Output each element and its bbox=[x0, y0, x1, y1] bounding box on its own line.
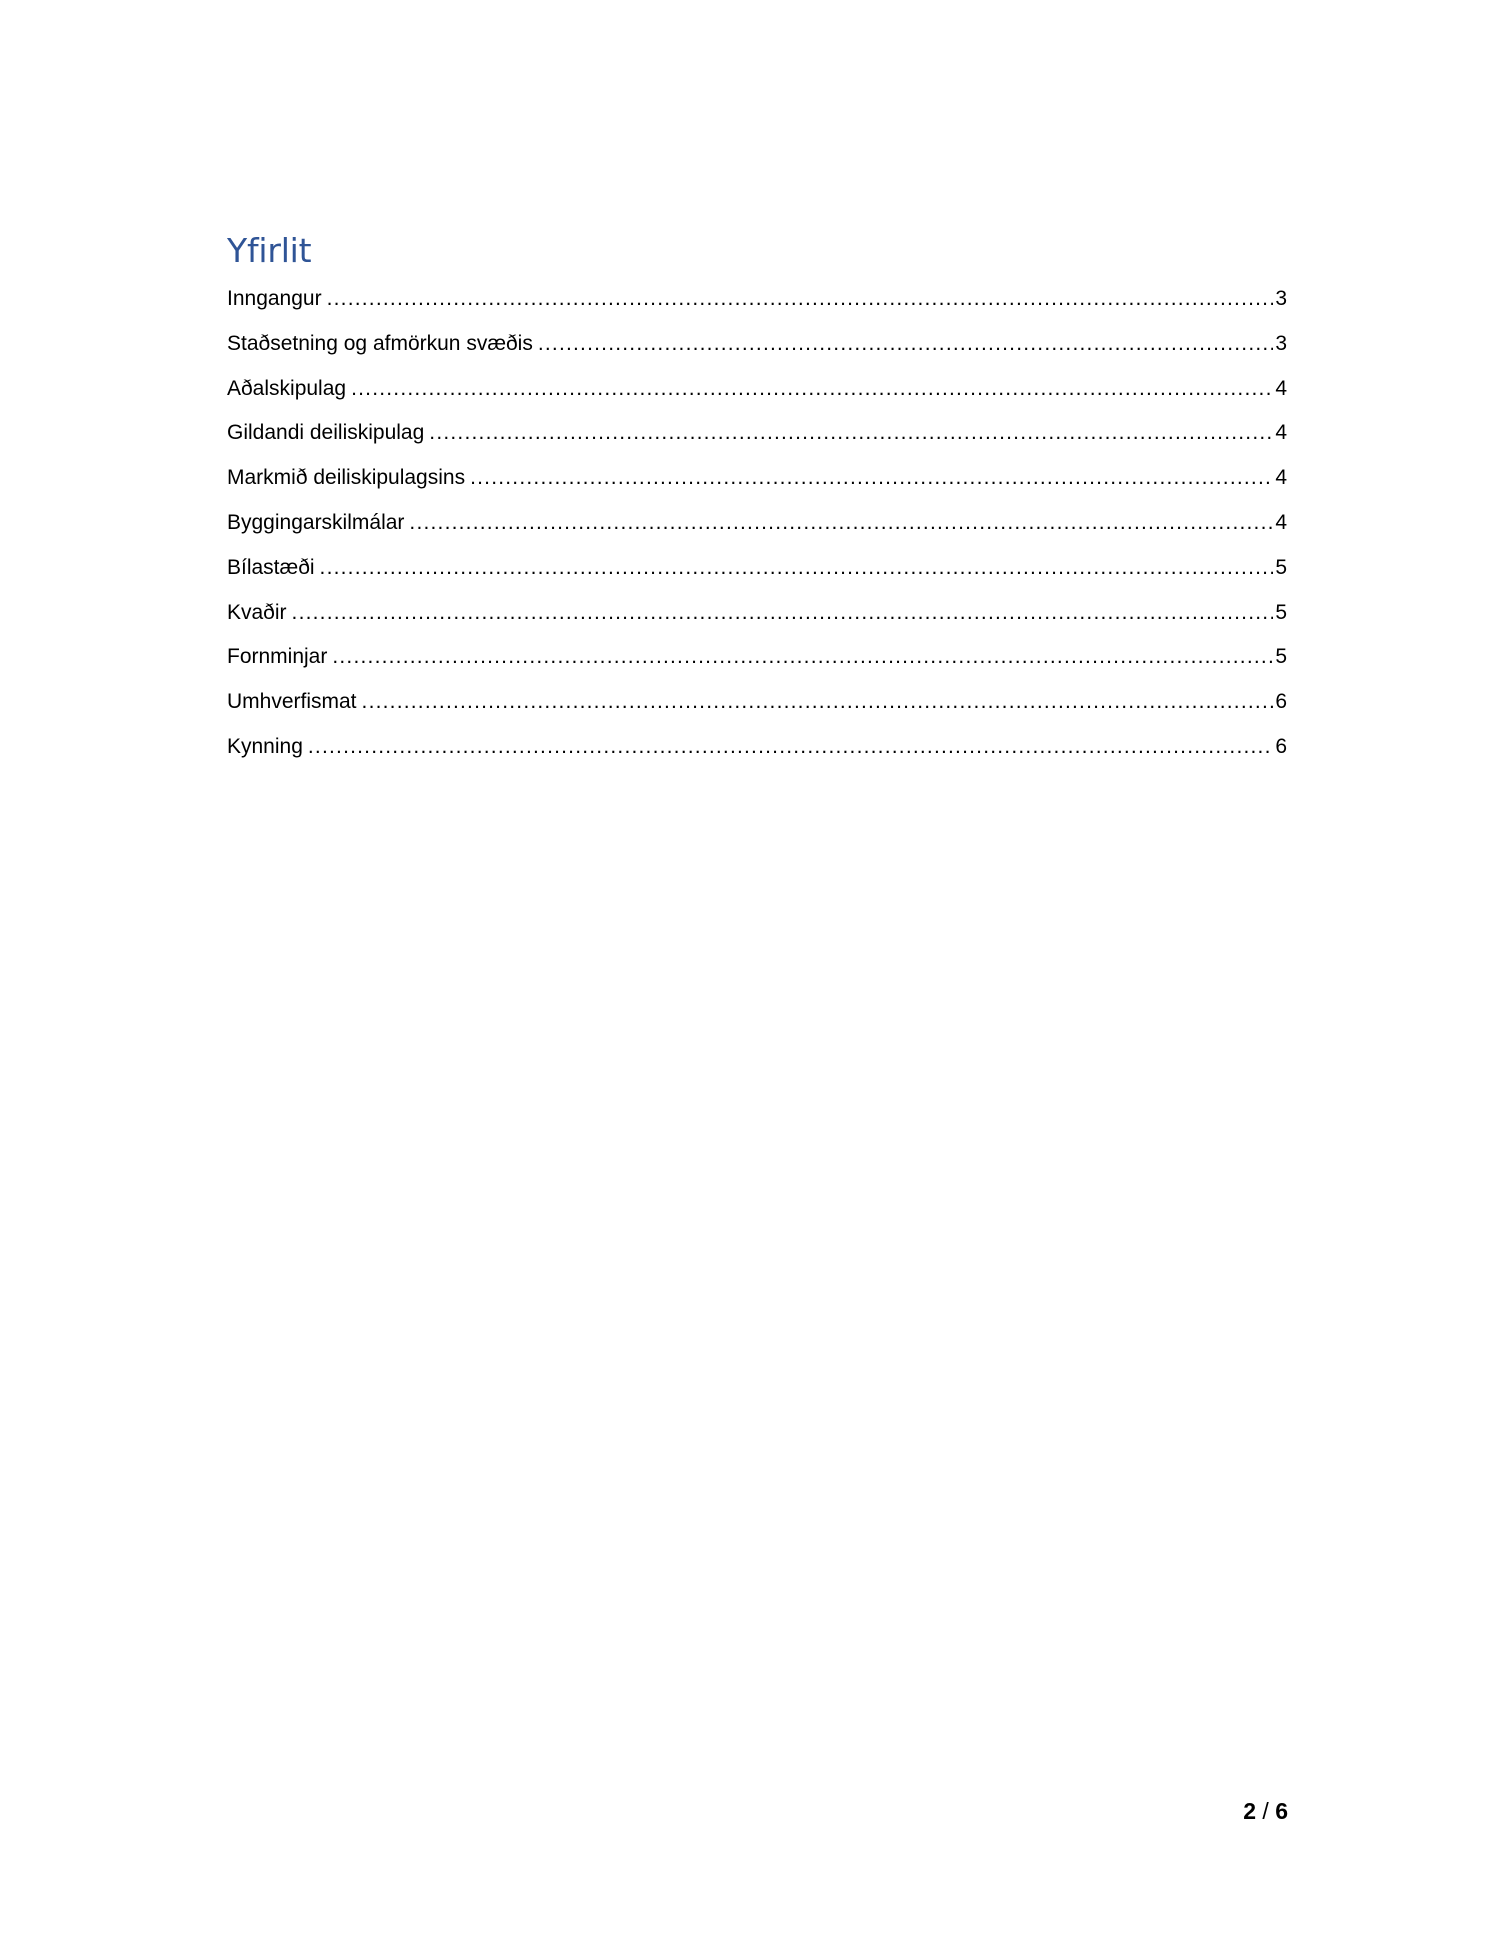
toc-entry[interactable] bbox=[227, 277, 1287, 322]
toc-dot-leader bbox=[327, 277, 1274, 322]
toc-dot-leader bbox=[470, 456, 1273, 501]
toc-entry-label: Fornminjar bbox=[227, 645, 328, 669]
toc-entry[interactable] bbox=[227, 591, 1287, 636]
toc-entry[interactable] bbox=[227, 456, 1287, 501]
toc-entry-label: Markmið deiliskipulagsins bbox=[227, 466, 466, 490]
toc-dot-leader bbox=[292, 591, 1274, 636]
toc-entry[interactable] bbox=[227, 546, 1287, 591]
toc-entry-page: 3 bbox=[1275, 287, 1287, 310]
toc-title: Yfirlit bbox=[227, 231, 312, 270]
toc-entry-page: 4 bbox=[1275, 466, 1287, 490]
toc-entry-label: Kynning bbox=[227, 734, 303, 758]
toc-entry-label: Inngangur bbox=[227, 287, 322, 310]
toc-entry-label: Aðalskipulag bbox=[227, 376, 347, 400]
toc-entry-page: 4 bbox=[1275, 421, 1287, 445]
toc-entry-page: 6 bbox=[1275, 690, 1287, 714]
toc-entry-label: Kvaðir bbox=[227, 600, 287, 624]
toc-entry-page: 5 bbox=[1275, 600, 1287, 624]
toc-entry-label: Gildandi deiliskipulag bbox=[227, 421, 425, 445]
toc-entry-page: 5 bbox=[1275, 645, 1287, 669]
toc-entry[interactable] bbox=[227, 635, 1287, 680]
toc-list bbox=[227, 277, 1287, 770]
toc-entry-page: 3 bbox=[1275, 331, 1287, 355]
toc-entry-page: 4 bbox=[1275, 510, 1287, 534]
toc-entry-label: Byggingarskilmálar bbox=[227, 510, 405, 534]
total-pages-number: 6 bbox=[1275, 1798, 1288, 1824]
toc-dot-leader bbox=[332, 635, 1273, 680]
toc-entry[interactable] bbox=[227, 367, 1287, 412]
page-number-separator: / bbox=[1262, 1798, 1269, 1824]
toc-dot-leader bbox=[351, 367, 1273, 412]
toc-dot-leader bbox=[429, 411, 1273, 456]
toc-dot-leader bbox=[308, 725, 1273, 770]
toc-entry-page: 4 bbox=[1275, 376, 1287, 400]
page-number bbox=[1243, 1796, 1288, 1826]
toc-entry-page: 5 bbox=[1275, 555, 1287, 579]
toc-entry[interactable] bbox=[227, 680, 1287, 725]
toc-entry[interactable] bbox=[227, 501, 1287, 546]
toc-entry-label: Umhverfismat bbox=[227, 690, 357, 714]
table-of-contents bbox=[227, 226, 1287, 770]
current-page-number: 2 bbox=[1243, 1798, 1257, 1824]
toc-dot-leader bbox=[362, 680, 1274, 725]
toc-entry-label: Bílastæði bbox=[227, 555, 315, 579]
toc-entry[interactable] bbox=[227, 725, 1287, 770]
toc-entry-page: 6 bbox=[1275, 734, 1287, 758]
toc-dot-leader bbox=[538, 322, 1273, 367]
toc-entry[interactable] bbox=[227, 322, 1287, 367]
toc-entry[interactable] bbox=[227, 411, 1287, 456]
toc-dot-leader bbox=[320, 546, 1274, 591]
toc-dot-leader bbox=[409, 501, 1273, 546]
toc-entry-label: Staðsetning og afmörkun svæðis bbox=[227, 331, 533, 355]
